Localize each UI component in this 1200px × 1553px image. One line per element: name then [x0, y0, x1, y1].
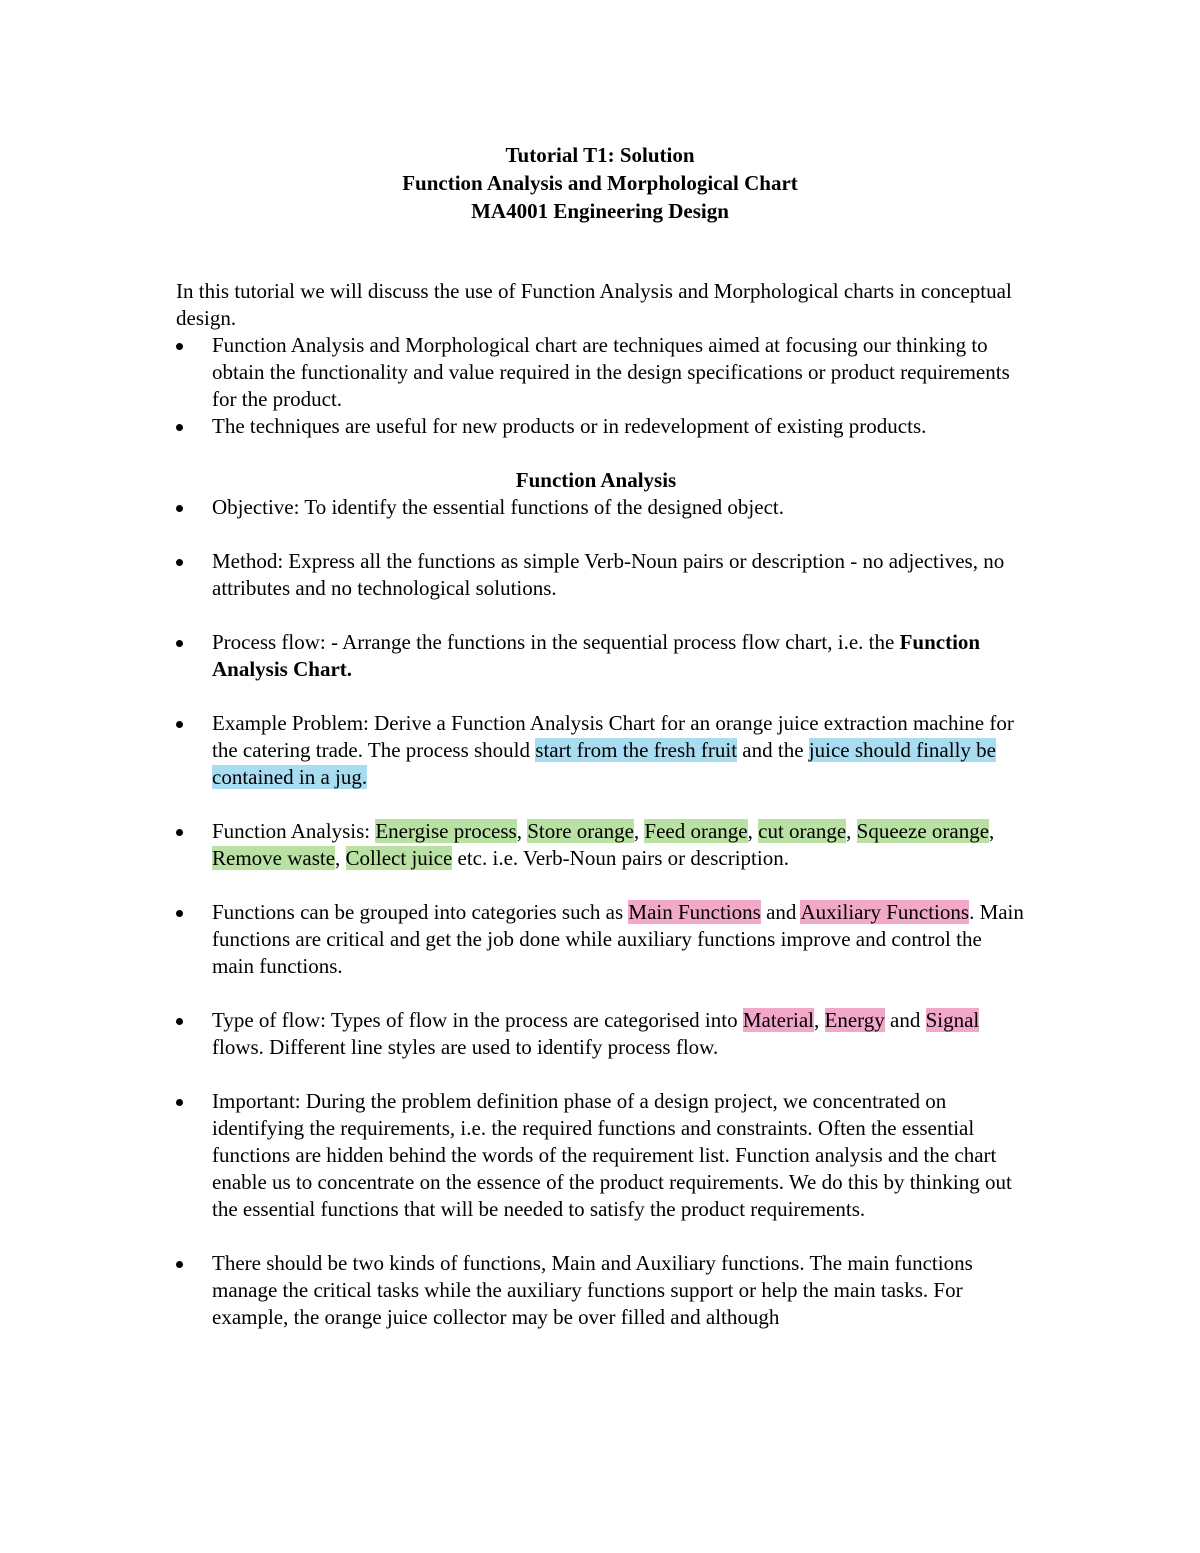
bullet-icon	[176, 505, 183, 512]
list-item-example-problem	[176, 710, 1026, 791]
list-item-objective	[176, 494, 1026, 521]
highlight-main-functions: Main Functions	[628, 900, 761, 924]
bullet-icon	[176, 559, 183, 566]
function-analysis-tail: etc. i.e. Verb-Noun pairs or description.	[452, 846, 789, 870]
bullet-text: The techniques are useful for new products or in redevelopment of existing products.	[212, 414, 927, 438]
separator: ,	[335, 846, 346, 870]
two-kinds-text: There should be two kinds of functions, Main and Auxiliary functions. The main functions manage the critical tasks while the auxiliary functions support or help the main tasks. For example, the orange juice collector may be over filled and although	[212, 1251, 973, 1329]
bullet-icon	[176, 343, 183, 350]
highlight-store-orange: Store orange	[527, 819, 634, 843]
highlight-energise-process: Energise process	[375, 819, 517, 843]
section-heading: Function Analysis	[515, 468, 677, 492]
grouping-text: Functions can be grouped into categories such as	[212, 900, 629, 924]
type-of-flow-text: Type of flow: Types of flow in the process are categorised into	[212, 1008, 743, 1032]
example-text: and the	[737, 738, 809, 762]
method-text: Method: Express all the functions as simple Verb-Noun pairs or description - no adjectives, no attributes and no technological solutions.	[212, 549, 1005, 600]
highlight-cut-orange: cut orange	[758, 819, 847, 843]
bullet-icon	[176, 829, 183, 836]
highlight-material: Material	[742, 1008, 814, 1032]
important-text: Important: During the problem definition phase of a design project, we concentrated on identifying the requirements, i.e. the required functions and constraints. Often the essential functions are hidden behind the words of the requirement list. Function analysis and the chart enable us to concentrate on the essence of the product requirements. We do this by thinking out the essential functions that will be needed to satisfy the product requirements.	[212, 1089, 1012, 1221]
list-item-method	[176, 548, 1026, 602]
list-item-grouping	[176, 899, 1026, 980]
list-item	[176, 332, 1026, 413]
grouping-text: . Main functions are critical and get the job done while auxiliary functions improve and control the main functions.	[212, 900, 1024, 978]
highlight-signal: Signal	[925, 1008, 980, 1032]
function-analysis-text: Function Analysis:	[212, 819, 376, 843]
highlight-juice-in-jug: juice should finally be contained in a jug.	[212, 738, 996, 789]
list-item-two-kinds	[176, 1250, 1026, 1331]
title-line-3: MA4001 Engineering Design	[471, 199, 729, 223]
process-flow-text: Process flow: - Arrange the functions in the sequential process flow chart, i.e. the	[212, 630, 900, 654]
separator: ,	[989, 819, 995, 843]
highlight-feed-orange: Feed orange	[644, 819, 748, 843]
highlight-collect-juice: Collect juice	[345, 846, 453, 870]
type-of-flow-text: and	[884, 1008, 926, 1032]
highlight-auxiliary-functions: Auxiliary Functions	[800, 900, 970, 924]
separator: ,	[633, 819, 645, 843]
document-body	[176, 278, 1026, 1331]
bullet-icon	[176, 1261, 183, 1268]
list-item-process-flow	[176, 629, 1026, 683]
intro-paragraph: In this tutorial we will discuss the use of Function Analysis and Morphological charts in conceptual design.	[176, 279, 1012, 330]
grouping-text: and	[760, 900, 801, 924]
list-item-important	[176, 1088, 1026, 1223]
title-line-1: Tutorial T1: Solution	[505, 143, 695, 167]
highlight-remove-waste: Remove waste	[212, 846, 336, 870]
bullet-text: Function Analysis and Morphological chart are techniques aimed at focusing our thinking to obtain the functionality and value required in the design specifications or product requirements for the product.	[212, 333, 1010, 411]
type-of-flow-text: flows. Different line styles are used to identify process flow.	[212, 1035, 719, 1059]
bullet-icon	[176, 1099, 183, 1106]
title-line-2: Function Analysis and Morphological Chart	[402, 171, 798, 195]
list-item-type-of-flow	[176, 1007, 1026, 1061]
list-item	[176, 413, 1026, 440]
document-title	[0, 141, 1200, 225]
type-of-flow-text: ,	[814, 1008, 825, 1032]
function-analysis-bullet-list	[176, 494, 1026, 1331]
highlight-squeeze-orange: Squeeze orange	[856, 819, 990, 843]
separator: ,	[846, 819, 857, 843]
objective-text: Objective: To identify the essential functions of the designed object.	[212, 495, 784, 519]
intro-bullet-list	[176, 332, 1026, 440]
list-item-function-analysis	[176, 818, 1026, 872]
bullet-icon	[176, 640, 183, 647]
bullet-icon	[176, 910, 183, 917]
highlight-start-from-fresh-fruit: start from the fresh fruit	[535, 738, 738, 762]
separator: ,	[516, 819, 528, 843]
process-flow-bold: Function Analysis Chart.	[212, 630, 981, 681]
example-text: Example Problem: Derive a Function Analysis Chart for an orange juice extraction machine for the catering trade. The process should	[212, 711, 1014, 762]
bullet-icon	[176, 1018, 183, 1025]
bullet-icon	[176, 424, 183, 431]
bullet-icon	[176, 721, 183, 728]
highlight-energy: Energy	[824, 1008, 885, 1032]
separator: ,	[747, 819, 759, 843]
